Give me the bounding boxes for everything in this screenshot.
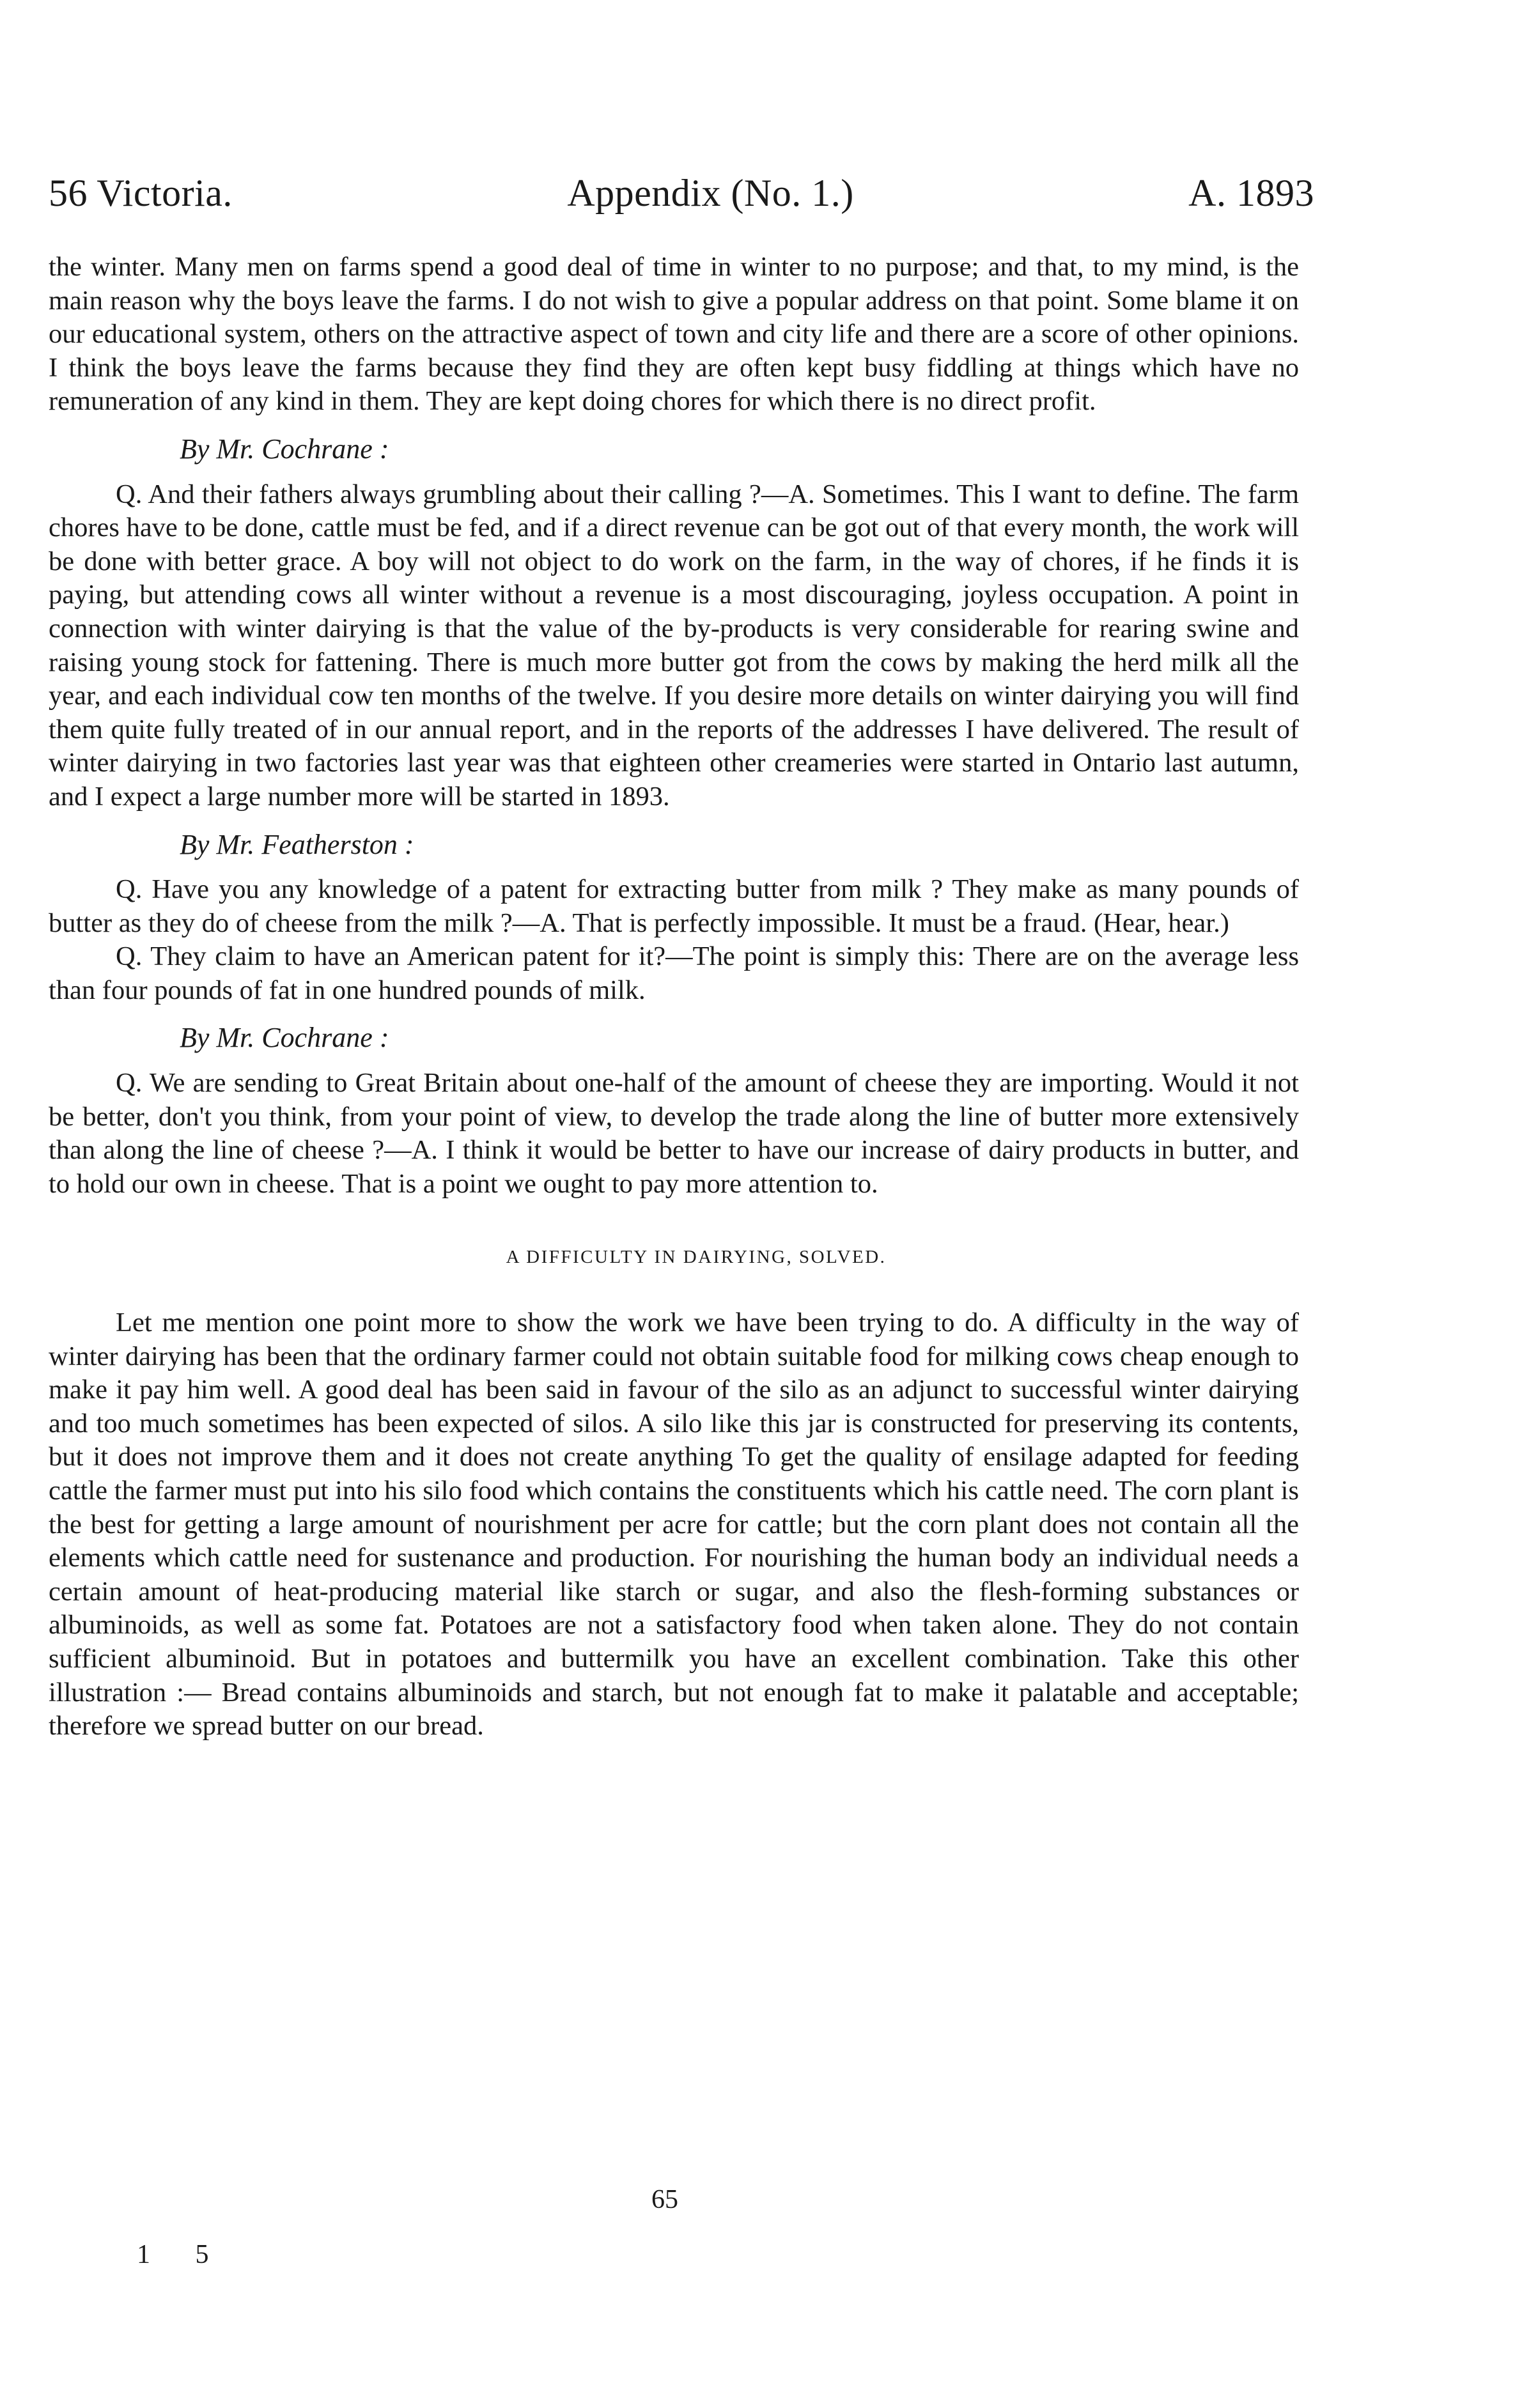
section-heading: A DIFFICULTY IN DAIRYING, SOLVED. [506,1247,887,1268]
page-header [49,171,1314,215]
speaker-label: By Mr. Cochrane : [180,1022,389,1054]
paragraph: Q. They claim to have an American patent for it?—The point is simply this: There are on the average less than four pounds of fat in one hundred pounds of milk. [49,941,1299,1005]
speaker-label: By Mr. Featherston : [180,828,414,860]
page-number: 65 [651,2185,678,2214]
paragraph: Q. Have you any knowledge of a patent for extracting butter from milk ? They make as many pounds of butter as they do of cheese from the milk ?—A. That is perfectly impossible. It must be a fraud. (Hear, hear.) [49,874,1299,938]
speaker-label: By Mr. Cochrane : [180,433,389,465]
printer-signature: 1 5 [137,2240,228,2269]
paragraph: Q. And their fathers always grumbling about their calling ?—A. Sometimes. This I want to define. The farm chores have to be done, cattle must be fed, and if a direct revenue can be got out of that every month, the work will be done with better grace. A boy will not object to do work on the farm, in the way of chores, if he finds it is paying, but attending cows all winter without a revenue is a most discouraging, joyless occupation. A point in connection with winter dairying is that the value of the by-products is very considerable for rearing swine and raising young stock for fattening. There is much more butter got from the cows by making the herd milk all the year, and each individual cow ten months of the twelve. If you desire more details on winter dairying you will find them quite fully treated of in our annual report, and in the reports of the addresses I have delivered. The result of winter dairying in two factories last year was that eighteen other creameries were started in Ontario last autumn, and I expect a large number more will be started in 1893. [49,479,1299,812]
paragraph: Q. We are sending to Great Britain about one-half of the amount of cheese they are importing. Would it not be better, don't you think, from your point of view, to develop the trade along the line of butter more extensively than along the line of cheese ?—A. I think it would be better to have our increase of dairy products in butter, and to hold our own in cheese. That is a point we ought to pay more attention to. [49,1068,1299,1199]
paragraph: Let me mention one point more to show the work we have been trying to do. A difficulty in the way of winter dairying has been that the ordinary farmer could not obtain suitable food for milking cows cheap enough to make it pay him well. A good deal has been said in favour of the silo as an adjunct to successful winter dairying and too much sometimes has been expected of silos. A silo like this jar is constructed for preserving its contents, but it does not improve them and it does not create anything To get the quality of ensilage adapted for feeding cattle the farmer must put into his silo food which contains the constituents which his cattle need. The corn plant is the best for getting a large amount of nourishment per acre for cattle; but the corn plant does not contain all the elements which cattle need for sustenance and production. For nourishing the human body an individual needs a certain amount of heat-producing material like starch or sugar, and also the flesh-forming substances or albuminoids, as well as some fat. Potatoes are not a satisfactory food when taken alone. They do not contain sufficient albuminoid. But in potatoes and buttermilk you have an excellent combination. Take this other illustration :— Bread contains albuminoids and starch, but not enough fat to make it palatable and acceptable; therefore we spread butter on our bread. [49,1308,1299,1741]
header-appendix: Appendix (No. 1.) [567,172,854,214]
paragraph: the winter. Many men on farms spend a good deal of time in winter to no purpose; and that, to my mind, is the main reason why the boys leave the farms. I do not wish to give a popular address on that point. Some blame it on our educational system, others on the attractive aspect of town and city life and there are a score of other opinions. I think the boys leave the farms because they find they are often kept busy fiddling at things which have no remuneration of any kind in them. They are kept doing chores for which there is no direct profit. [49,252,1299,417]
header-year: A. 1893 [1188,172,1314,214]
header-session: 56 Victoria. [49,172,233,214]
body-text [49,251,1299,1743]
